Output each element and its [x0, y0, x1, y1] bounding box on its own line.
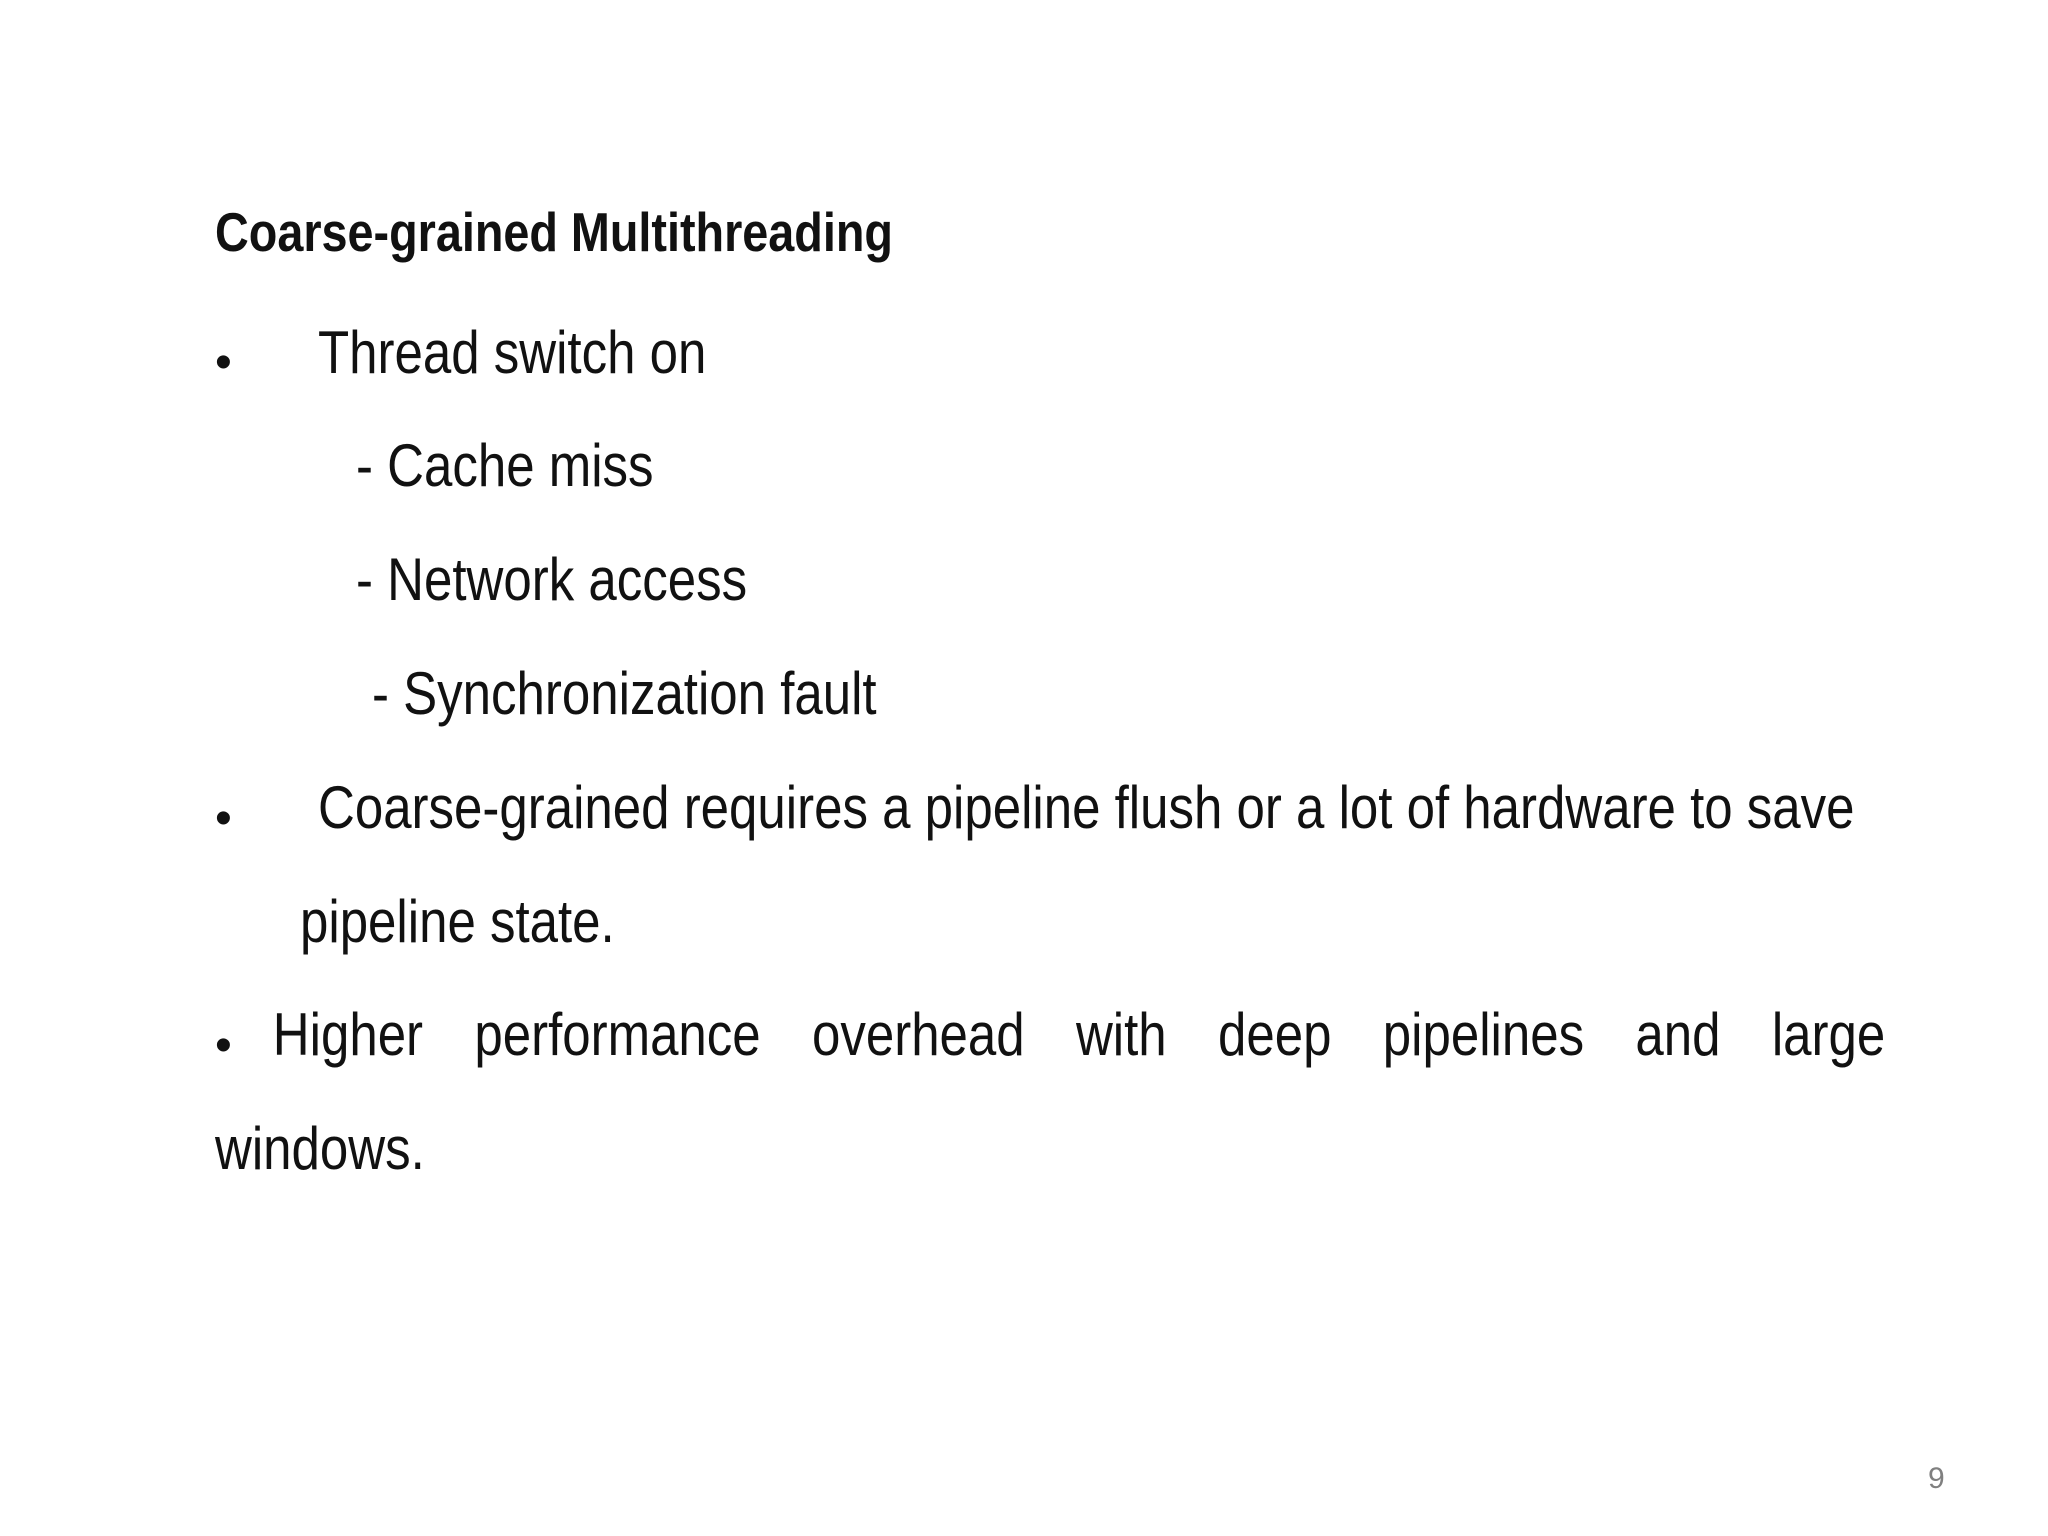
word: large — [1771, 1001, 1886, 1068]
page-number: 9 — [1928, 1462, 1945, 1495]
item-pipeline-flush-line2: pipeline state. — [300, 888, 615, 955]
word: with — [1075, 1001, 1167, 1068]
item-performance-overhead-line1 — [215, 1000, 1885, 1069]
word: and — [1635, 1001, 1721, 1068]
bullet-1: • — [215, 336, 232, 389]
bullet-3: • — [215, 1019, 232, 1072]
slide-title: Coarse-grained Multithreading — [215, 201, 893, 263]
subitem-sync-fault: - Synchronization fault — [372, 660, 877, 727]
word: overhead — [811, 1001, 1025, 1068]
item-pipeline-flush-line1: Coarse-grained requires a pipeline flush or a lot of hardware to save — [318, 774, 1855, 841]
word: pipelines — [1382, 1001, 1585, 1068]
item-performance-overhead-line2: windows. — [215, 1115, 425, 1182]
item-thread-switch: Thread switch on — [318, 319, 707, 386]
bullet-2: • — [215, 792, 232, 845]
subitem-cache-miss: - Cache miss — [356, 432, 654, 499]
subitem-network-access: - Network access — [356, 546, 748, 613]
word: deep — [1217, 1001, 1332, 1068]
word: Higher — [272, 1001, 424, 1068]
word: performance — [474, 1001, 761, 1068]
